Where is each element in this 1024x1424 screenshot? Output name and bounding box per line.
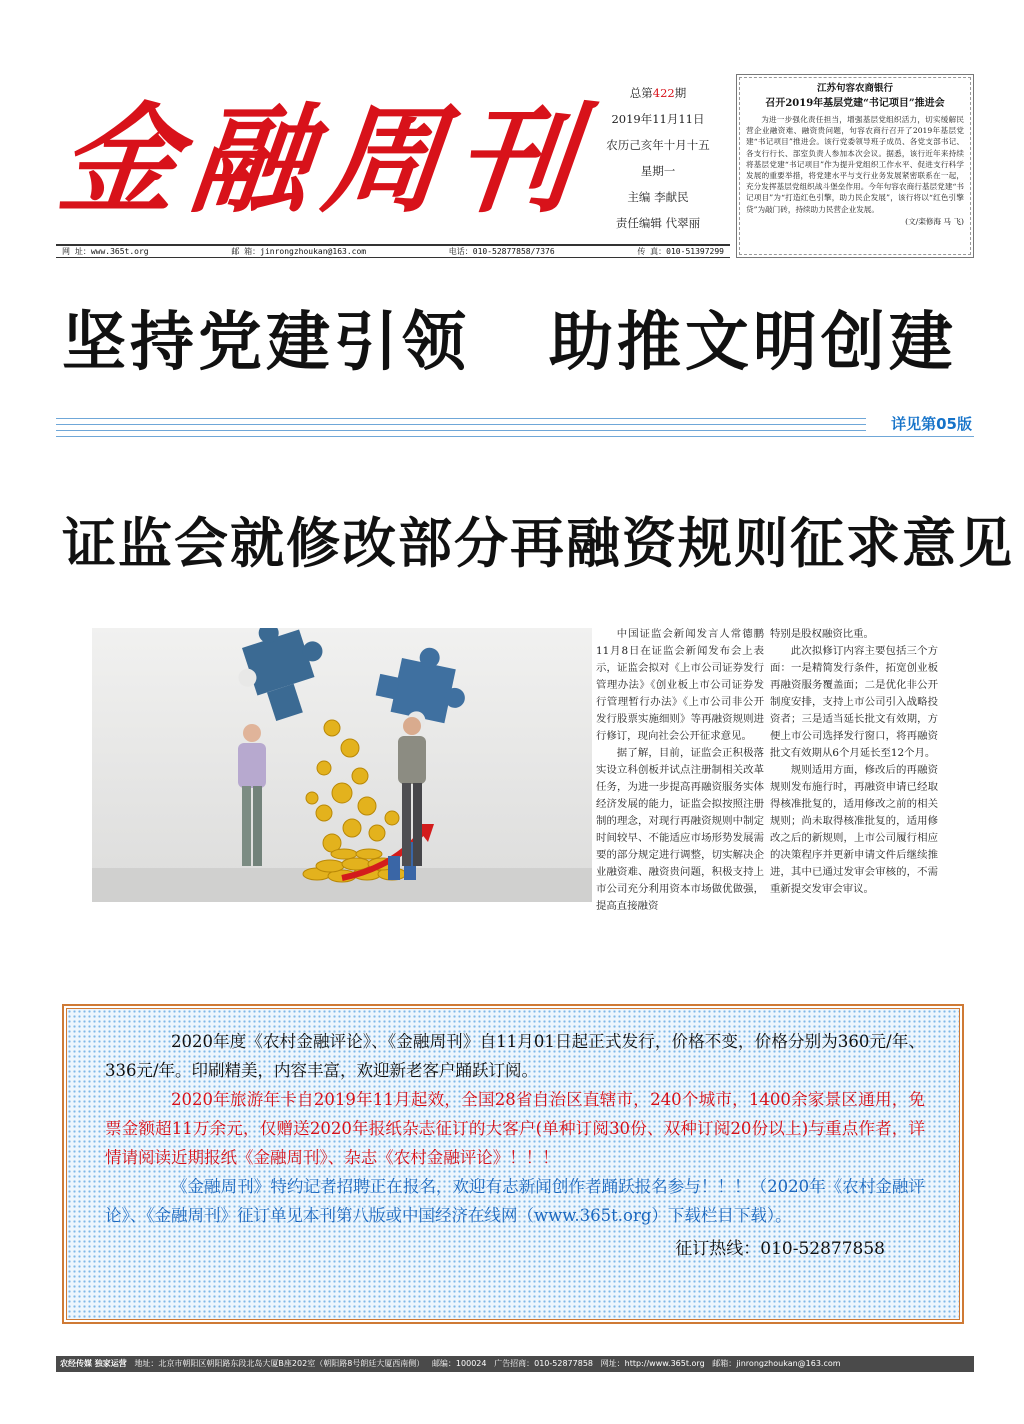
masthead-title: 金融周刊 — [52, 90, 596, 229]
article-column-1 — [596, 626, 764, 915]
sidebar-body: 为进一步强化责任担当，增强基层党组织活力，切实缓解民营企业融资难、融资贵问题，句容农商行召开了2019年基层党建“书记项目”推进会。该行党委领导班子成员、各党支部书记、各支行行长、部室负责人参加本次会议。据悉，该行近年来持续将基层党建“书记项目”作为提升党组织工作水平、促进支行科学发展的重要举措，将党建水平与支行业务发展紧密联系在一起，充分发挥基层党组织战斗堡垒作用。今年句容农商行基层党建“书记项目”为“打造红色引擎，助力民企发展”，该行将以“红色引擎贷”为敲门砖，持续助力民营企业发展。 — [746, 115, 964, 214]
sidebar-news-box — [736, 74, 974, 258]
divider-rules — [56, 418, 974, 440]
article-paragraph: 规则适用方面，修改后的再融资规则发布施行时，再融资申请已经取得核准批复的，适用修改之前的相关规则；尚未取得核准批复的，适用修改之后的新规则，上市公司履行相应的决策程序并更新申请文件后继续推进，其中已通过发审会审核的，不需重新提交发审会审议。 — [770, 764, 938, 895]
headline-primary: 坚持党建引领 助推文明创建 — [62, 305, 957, 380]
issue-lunar-date: 农历己亥年十月十五 — [606, 138, 710, 152]
puzzle-coins-illustration — [92, 628, 592, 902]
contact-bar — [56, 244, 730, 258]
masthead — [52, 70, 600, 250]
footer-bar — [56, 1356, 974, 1372]
sidebar-byline: (文/栾修海 马 飞) — [905, 216, 964, 226]
contact-fax: 传 真：010-51397299 — [637, 247, 724, 256]
article-column-2 — [770, 626, 938, 898]
issue-info — [592, 80, 724, 236]
article-paragraph: 据了解，目前，证监会正积极落实设立科创板并试点注册制相关改革任务，为进一步提高再融资服务实体经济发展的能力，证监会拟按照注册制的理念，对现行再融资规则中制定时间较早、不能适应市场形势发展需要的部分规定进行调整，切实解决企业融资难、融资贵问题，积极支持上市公司充分利用资本市场做优做强，提高直接融资 — [596, 747, 764, 912]
article-illustration — [92, 628, 592, 902]
subscription-hotline: 征订热线：010-52877858 — [675, 1239, 885, 1259]
issue-weekday: 星期一 — [640, 164, 676, 178]
article-paragraph: 此次拟修订内容主要包括三个方面：一是精简发行条件，拓宽创业板再融资服务覆盖面；二是优化非公开制度安排，支持上市公司引入战略投资者；三是适当延长批文有效期，方便上市公司选择发行窗口，将再融资批文有效期从6个月延长至12个月。 — [770, 645, 938, 759]
article-paragraph: 中国证监会新闻发言人常德鹏11月8日在证监会新闻发布会上表示，证监会拟对《上市公司证券发行管理办法》《创业板上市公司证券发行管理暂行办法》《上市公司非公开发行股票实施细则》等再融资规则进行修订，现向社会公开征求意见。 — [596, 628, 764, 742]
contact-phone: 电话：010-52877858/7376 — [448, 247, 555, 256]
contact-website: 网 址：www.365t.org — [62, 247, 149, 256]
sidebar-org: 江苏句容农商银行 — [816, 83, 893, 94]
contact-email: 邮 箱：jinrongzhoukan@163.com — [231, 247, 367, 256]
footer-ads: 广告招商：010-52877858 — [494, 1359, 593, 1368]
issue-date: 2019年11月11日 — [611, 112, 705, 126]
footer-address: 地址：北京市朝阳区朝阳路东段北岛大厦B座202室（朝阳路8号朗廷大厦西南侧） — [134, 1359, 425, 1368]
subscription-notice — [62, 1004, 964, 1324]
responsible-editor: 责任编辑 代翠丽 — [615, 216, 701, 230]
see-page-link[interactable]: 详见第05版 — [866, 412, 976, 436]
chief-editor: 主编 李献民 — [627, 190, 689, 204]
footer-brand: 农经传媒 独家运营 — [60, 1359, 127, 1368]
issue-number: 总第422期 — [629, 86, 687, 100]
footer-postcode: 邮编：100024 — [431, 1359, 487, 1368]
footer-email[interactable]: 邮箱：jinrongzhoukan@163.com — [712, 1359, 841, 1368]
notice-subscription: 2020年度《农村金融评论》、《金融周刊》自11月01日起正式发行，价格不变，价格分别为360元/年、336元/年。印刷精美，内容丰富，欢迎新老客户踊跃订阅。 — [105, 1032, 925, 1080]
notice-travel-card: 2020年旅游年卡自2019年11月起效，全国28省自治区直辖市，240个城市，1400余家景区通用，免票金额超11万余元，仅赠送2020年报纸杂志征订的大客户(单种订阅30份、双种订阅20份以上)与重点作者，详情请阅读近期报纸《金融周刊》、杂志《农村金融评论》！！！ — [105, 1090, 925, 1167]
headline-secondary: 证监会就修改部分再融资规则征求意见 — [62, 511, 1014, 575]
notice-recruitment: 《金融周刊》特约记者招聘正在报名，欢迎有志新闻创作者踊跃报名参与！！！（2020年《农村金融评论》、《金融周刊》征订单见本刊第八版或中国经济在线网（www.365t.org）下载栏目下载）。 — [105, 1177, 925, 1225]
article-paragraph: 特别是股权融资比重。 — [770, 628, 874, 640]
footer-website[interactable]: 网址：http://www.365t.org — [600, 1359, 705, 1368]
sidebar-title: 召开2019年基层党建“书记项目”推进会 — [765, 98, 945, 109]
